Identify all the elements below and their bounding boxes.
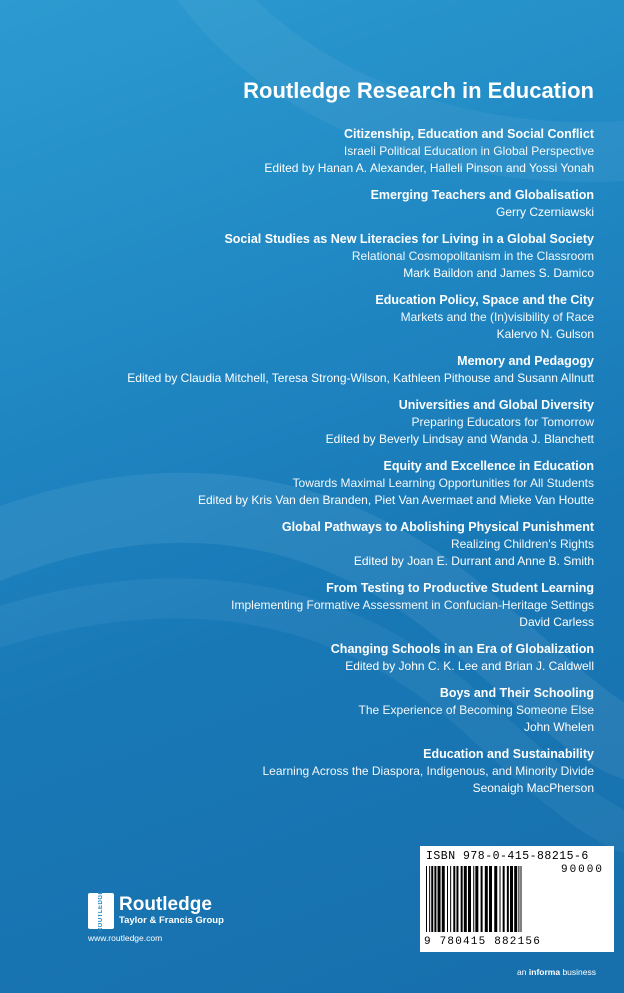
book-author: Edited by Joan E. Durrant and Anne B. Smith [353, 554, 594, 568]
book-title: Boys and Their Schooling [439, 686, 594, 700]
book-entry [34, 458, 594, 509]
book-title: Emerging Teachers and Globalisation [370, 188, 594, 202]
barcode-bar [494, 866, 497, 932]
series-title: Routledge Research in Education [243, 78, 594, 103]
barcode-bar [438, 866, 441, 932]
barcode-bar [475, 866, 478, 932]
informa-prefix: an [517, 967, 527, 977]
barcode-bar [485, 866, 488, 932]
book-title: Global Pathways to Abolishing Physical Punishment [281, 520, 594, 534]
book-subtitle: Relational Cosmopolitanism in the Classroom [351, 249, 594, 263]
book-author: John Whelen [523, 720, 594, 734]
barcode-bar [447, 866, 448, 932]
book-title: Changing Schools in an Era of Globalization [330, 642, 594, 656]
book-subtitle: Implementing Formative Assessment in Confucian-Heritage Settings [231, 598, 594, 612]
book-entry [34, 685, 594, 736]
book-author: Edited by Hanan A. Alexander, Halleli Pinson and Yossi Yonah [264, 161, 594, 175]
book-subtitle: Learning Across the Diaspora, Indigenous, and Minority Divide [262, 764, 594, 778]
barcode-bar [461, 866, 463, 932]
book-subtitle: Realizing Children's Rights [450, 537, 594, 551]
book-entry [34, 126, 594, 177]
book-author: Mark Baildon and James S. Damico [403, 266, 594, 280]
book-entry [34, 746, 594, 797]
book-entry [34, 353, 594, 387]
barcode-bar [429, 866, 430, 932]
book-entry [34, 397, 594, 448]
informa-brand: informa [528, 967, 561, 977]
book-title: From Testing to Productive Student Learning [326, 581, 594, 595]
barcode-bar [434, 866, 436, 932]
book-subtitle: Preparing Educators for Tomorrow [411, 415, 594, 429]
barcode-digits: 9 780415 882156 [424, 936, 542, 948]
isbn-barcode-box [420, 846, 614, 952]
book-author: Seonaigh MacPherson [472, 781, 594, 795]
publisher-brand: Routledge [119, 894, 212, 915]
publisher-logo [88, 889, 224, 943]
barcode-bar [514, 866, 517, 932]
book-subtitle: Markets and the (In)visibility of Race [400, 310, 594, 324]
barcode-bar [426, 866, 427, 932]
barcode-graphic [424, 866, 610, 932]
publisher-group: Taylor & Francis Group [119, 915, 224, 926]
routledge-logo-icon [88, 889, 114, 933]
book-author: Kalervo N. Gulson [496, 327, 594, 341]
barcode-bar [510, 866, 513, 932]
logo-mark-text: ROUTLEDGE [98, 889, 104, 933]
barcode-bar [518, 866, 519, 932]
book-list [34, 126, 594, 807]
barcode-bar [456, 866, 458, 932]
book-entry [34, 292, 594, 343]
book-entry [34, 641, 594, 675]
book-entry [34, 231, 594, 282]
barcode-bar [431, 866, 433, 932]
book-subtitle: Israeli Political Education in Global Perspective [343, 144, 594, 158]
barcode-bar [521, 866, 522, 932]
book-title: Education and Sustainability [423, 747, 594, 761]
barcode-bar [464, 866, 467, 932]
barcode-bar [500, 866, 501, 932]
book-author: Edited by Kris Van den Branden, Piet Van Avermaet and Mieke Van Houtte [197, 493, 594, 507]
barcode-bar [468, 866, 471, 932]
isbn-label: ISBN 978-0-415-88215-6 [426, 850, 589, 863]
publisher-url: www.routledge.com [88, 933, 163, 943]
book-title: Citizenship, Education and Social Conflict [343, 127, 594, 141]
book-author: David Carless [519, 615, 594, 629]
book-author: Edited by Beverly Lindsay and Wanda J. Blanchett [325, 432, 594, 446]
barcode-bar [503, 866, 505, 932]
book-title: Education Policy, Space and the City [375, 293, 594, 307]
book-title: Memory and Pedagogy [457, 354, 594, 368]
book-title: Social Studies as New Literacies for Living in a Global Society [224, 232, 594, 246]
barcode-bar [507, 866, 509, 932]
book-subtitle: The Experience of Becoming Someone Else [358, 703, 594, 717]
barcode-bar [442, 866, 445, 932]
book-author: Gerry Czerniawski [495, 205, 594, 219]
price-code: 90000 [560, 864, 604, 876]
barcode-bar [481, 866, 483, 932]
informa-suffix: business [562, 967, 596, 977]
book-entry [34, 580, 594, 631]
book-author: Edited by John C. K. Lee and Brian J. Caldwell [345, 659, 594, 673]
book-subtitle: Towards Maximal Learning Opportunities for All Students [292, 476, 594, 490]
barcode-bar [473, 866, 474, 932]
book-entry [34, 187, 594, 221]
informa-business-label [517, 967, 596, 977]
book-entry [34, 519, 594, 570]
book-title: Universities and Global Diversity [398, 398, 594, 412]
book-title: Equity and Excellence in Education [383, 459, 594, 473]
barcode-bar [453, 866, 455, 932]
barcode-bar [450, 866, 451, 932]
book-author: Edited by Claudia Mitchell, Teresa Strong-Wilson, Kathleen Pithouse and Susann Allnutt [127, 371, 594, 385]
barcode-bar [489, 866, 492, 932]
